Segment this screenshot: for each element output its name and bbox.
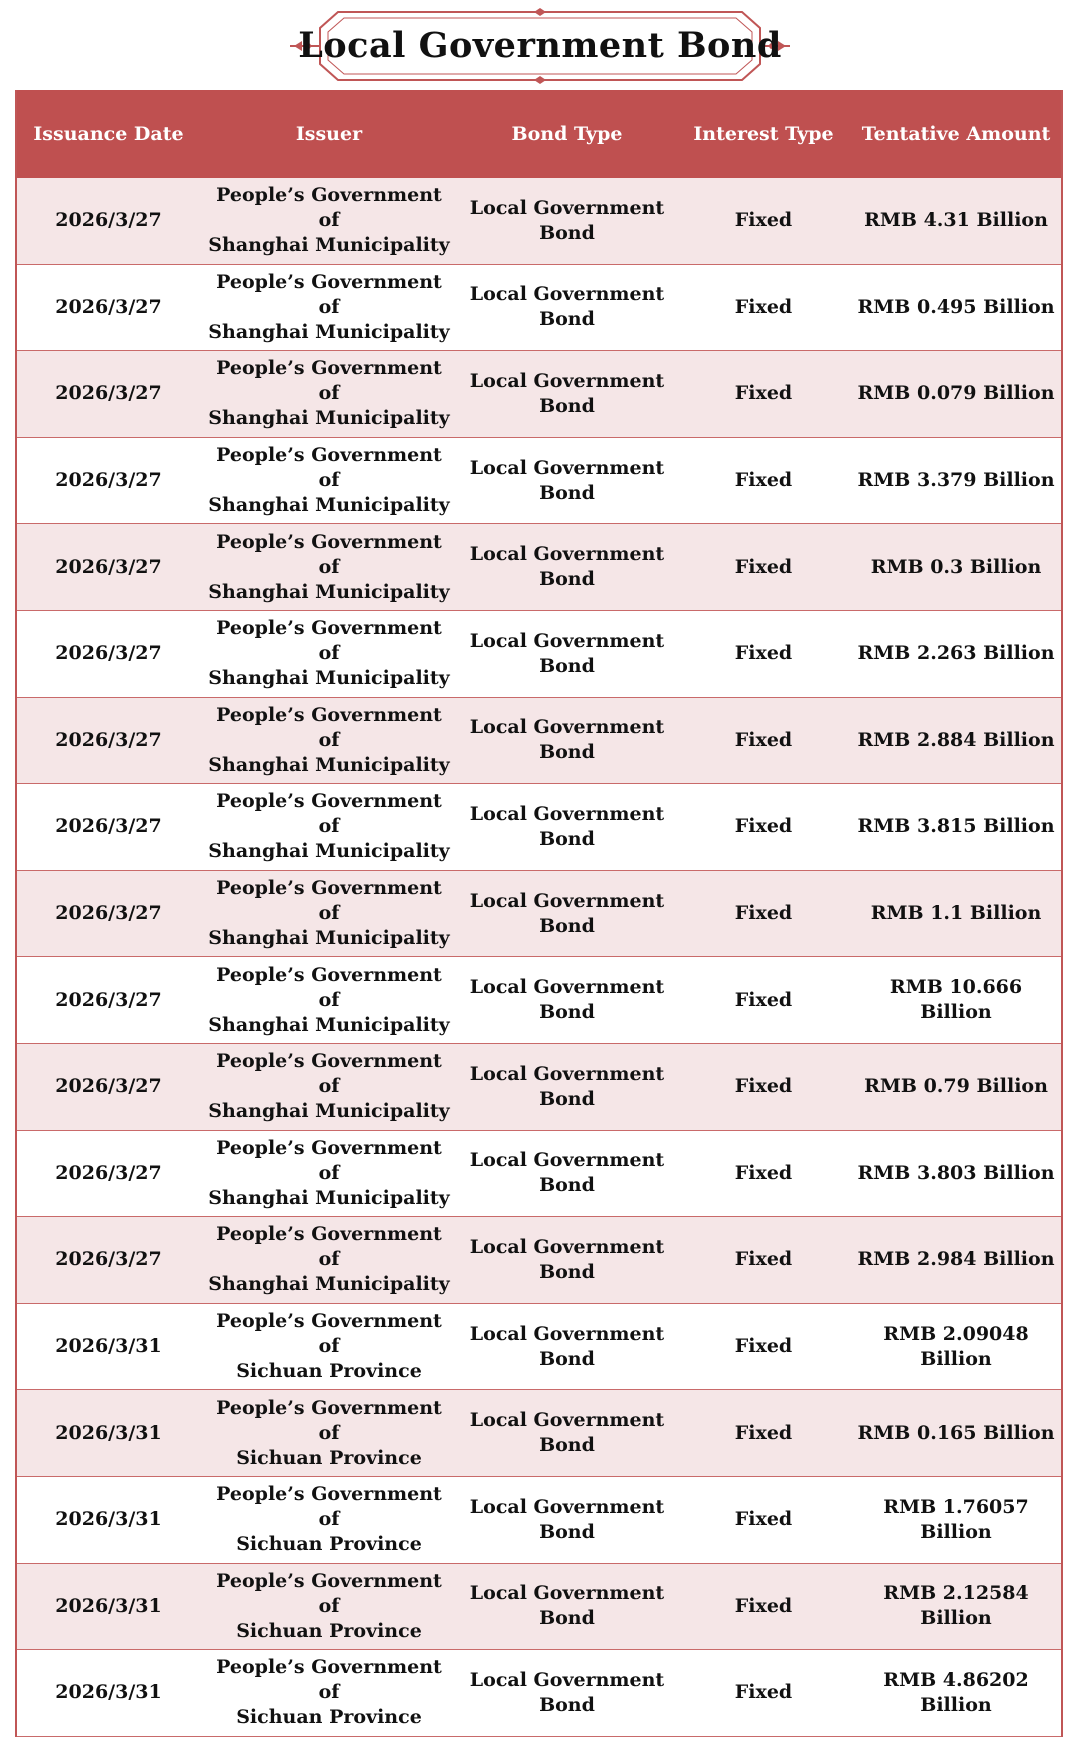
cell-issuer — [200, 270, 458, 345]
bond-type-line-1: Local Government — [469, 1235, 665, 1258]
issuer-line-1: People’s Government of — [216, 1656, 442, 1704]
cell-interest-type: Fixed — [734, 1248, 793, 1271]
cell-issuer — [200, 530, 458, 605]
cell-tentative-amount: RMB 2.09048 Billion — [883, 1322, 1029, 1370]
cell-issuance-date: 2026/3/27 — [55, 728, 162, 751]
header-issuance-date: Issuance Date — [33, 122, 184, 145]
cell-issuance-date: 2026/3/31 — [55, 1335, 162, 1358]
cell-issuance-date: 2026/3/27 — [55, 988, 162, 1011]
issuer-line-2: Sichuan Province — [236, 1360, 422, 1383]
cell-tentative-amount: RMB 0.165 Billion — [857, 1421, 1055, 1444]
issuer-line-2: Shanghai Municipality — [208, 320, 450, 343]
bond-type-line-1: Local Government — [469, 1322, 665, 1345]
bond-type-line-1: Local Government — [469, 369, 665, 392]
bond-type-line-1: Local Government — [469, 456, 665, 479]
bond-type-line-2: Bond — [539, 1001, 595, 1024]
table-row — [17, 957, 1061, 1044]
page-title: Local Government Bond — [298, 25, 782, 66]
cell-interest-type: Fixed — [734, 1594, 793, 1617]
table-row — [17, 1304, 1061, 1391]
issuer-line-1: People’s Government of — [216, 703, 442, 751]
cell-interest-type: Fixed — [734, 988, 793, 1011]
cell-issuer — [200, 1482, 458, 1557]
cell-issuance-date: 2026/3/31 — [55, 1681, 162, 1704]
cell-issuance-date: 2026/3/27 — [55, 382, 162, 405]
issuer-line-2: Shanghai Municipality — [208, 580, 450, 603]
issuer-line-2: Sichuan Province — [236, 1619, 422, 1642]
cell-interest-type: Fixed — [734, 555, 793, 578]
cell-issuer — [200, 1396, 458, 1471]
table-row — [17, 1650, 1061, 1737]
cell-issuer — [200, 443, 458, 518]
cell-bond-type — [458, 629, 676, 679]
cell-issuance-date: 2026/3/27 — [55, 555, 162, 578]
cell-issuer — [200, 963, 458, 1038]
cell-tentative-amount: RMB 1.1 Billion — [870, 902, 1042, 925]
cell-bond-type — [458, 1668, 676, 1718]
cell-issuer — [200, 1222, 458, 1297]
cell-issuance-date: 2026/3/27 — [55, 1161, 162, 1184]
cell-bond-type — [458, 1408, 676, 1458]
issuer-line-2: Sichuan Province — [236, 1533, 422, 1556]
cell-issuance-date: 2026/3/27 — [55, 815, 162, 838]
bond-type-line-2: Bond — [539, 221, 595, 244]
cell-bond-type — [458, 456, 676, 506]
table-row — [17, 524, 1061, 611]
bond-type-line-2: Bond — [539, 308, 595, 331]
cell-tentative-amount: RMB 0.495 Billion — [857, 295, 1055, 318]
header-bond-type: Bond Type — [511, 122, 623, 145]
bond-type-line-2: Bond — [539, 1260, 595, 1283]
table-row — [17, 1131, 1061, 1218]
cell-interest-type: Fixed — [734, 815, 793, 838]
issuer-line-2: Sichuan Province — [236, 1706, 422, 1729]
cell-interest-type: Fixed — [734, 209, 793, 232]
cell-interest-type: Fixed — [734, 728, 793, 751]
issuer-line-2: Shanghai Municipality — [208, 494, 450, 517]
header-tentative-amount: Tentative Amount — [861, 122, 1051, 145]
header-issuer: Issuer — [295, 122, 363, 145]
cell-issuance-date: 2026/3/27 — [55, 469, 162, 492]
cell-tentative-amount: RMB 2.984 Billion — [857, 1248, 1055, 1271]
issuer-line-1: People’s Government of — [216, 877, 442, 925]
bond-type-line-2: Bond — [539, 1607, 595, 1630]
table-row — [17, 438, 1061, 525]
issuer-line-2: Shanghai Municipality — [208, 667, 450, 690]
issuer-line-1: People’s Government of — [216, 1396, 442, 1444]
issuer-line-1: People’s Government of — [216, 1569, 442, 1617]
cell-issuer — [200, 789, 458, 864]
cell-bond-type — [458, 1581, 676, 1631]
cell-issuer — [200, 1309, 458, 1384]
issuer-line-1: People’s Government of — [216, 530, 442, 578]
cell-tentative-amount: RMB 4.86202 Billion — [883, 1668, 1029, 1716]
cell-tentative-amount: RMB 2.884 Billion — [857, 728, 1055, 751]
issuer-line-2: Shanghai Municipality — [208, 1186, 450, 1209]
bond-type-line-1: Local Government — [469, 1668, 665, 1691]
table-row — [17, 1044, 1061, 1131]
cell-issuer — [200, 1569, 458, 1644]
table-row — [17, 351, 1061, 438]
issuer-line-1: People’s Government of — [216, 270, 442, 318]
issuer-line-1: People’s Government of — [216, 1050, 442, 1098]
cell-tentative-amount: RMB 2.263 Billion — [857, 642, 1055, 665]
title-banner — [0, 0, 1080, 88]
issuer-line-2: Shanghai Municipality — [208, 234, 450, 257]
bond-type-line-2: Bond — [539, 1087, 595, 1110]
bond-type-line-2: Bond — [539, 394, 595, 417]
table-row — [17, 1477, 1061, 1564]
cell-issuer — [200, 1049, 458, 1124]
bond-type-line-2: Bond — [539, 827, 595, 850]
cell-bond-type — [458, 802, 676, 852]
cell-interest-type: Fixed — [734, 1681, 793, 1704]
issuer-line-2: Sichuan Province — [236, 1446, 422, 1469]
bond-type-line-2: Bond — [539, 741, 595, 764]
cell-issuer — [200, 703, 458, 778]
header-interest-type: Interest Type — [693, 122, 834, 145]
bond-type-line-2: Bond — [539, 1347, 595, 1370]
table-row — [17, 178, 1061, 265]
cell-tentative-amount: RMB 3.815 Billion — [857, 815, 1055, 838]
cell-tentative-amount: RMB 2.12584 Billion — [883, 1582, 1029, 1630]
bond-type-line-1: Local Government — [469, 1582, 665, 1605]
bond-type-line-1: Local Government — [469, 196, 665, 219]
cell-issuance-date: 2026/3/27 — [55, 642, 162, 665]
table-row — [17, 871, 1061, 958]
cell-interest-type: Fixed — [734, 382, 793, 405]
cell-interest-type: Fixed — [734, 1421, 793, 1444]
cell-issuance-date: 2026/3/31 — [55, 1508, 162, 1531]
issuer-line-1: People’s Government of — [216, 1310, 442, 1358]
bond-type-line-1: Local Government — [469, 889, 665, 912]
bond-type-line-1: Local Government — [469, 716, 665, 739]
cell-tentative-amount: RMB 0.79 Billion — [864, 1075, 1048, 1098]
cell-bond-type — [458, 282, 676, 332]
cell-issuance-date: 2026/3/27 — [55, 295, 162, 318]
bond-type-line-2: Bond — [539, 914, 595, 937]
cell-issuance-date: 2026/3/31 — [55, 1421, 162, 1444]
cell-bond-type — [458, 1062, 676, 1112]
cell-tentative-amount: RMB 0.079 Billion — [857, 382, 1055, 405]
cell-interest-type: Fixed — [734, 1161, 793, 1184]
cell-issuer — [200, 1136, 458, 1211]
cell-bond-type — [458, 1148, 676, 1198]
bond-type-line-1: Local Government — [469, 1495, 665, 1518]
issuer-line-1: People’s Government of — [216, 963, 442, 1011]
cell-bond-type — [458, 715, 676, 765]
bond-type-line-2: Bond — [539, 1174, 595, 1197]
cell-tentative-amount: RMB 3.379 Billion — [857, 469, 1055, 492]
cell-tentative-amount: RMB 4.31 Billion — [864, 209, 1048, 232]
bond-type-line-1: Local Government — [469, 1149, 665, 1172]
bond-type-line-1: Local Government — [469, 802, 665, 825]
cell-issuer — [200, 616, 458, 691]
issuer-line-1: People’s Government of — [216, 444, 442, 492]
table-row — [17, 1564, 1061, 1651]
cell-tentative-amount: RMB 1.76057 Billion — [883, 1495, 1029, 1543]
table-row — [17, 265, 1061, 352]
cell-issuance-date: 2026/3/27 — [55, 1075, 162, 1098]
issuer-line-1: People’s Government of — [216, 184, 442, 232]
cell-issuer — [200, 1655, 458, 1730]
cell-issuance-date: 2026/3/27 — [55, 902, 162, 925]
issuer-line-1: People’s Government of — [216, 1136, 442, 1184]
cell-tentative-amount: RMB 0.3 Billion — [870, 555, 1042, 578]
issuer-line-2: Shanghai Municipality — [208, 1100, 450, 1123]
cell-interest-type: Fixed — [734, 1075, 793, 1098]
bond-type-line-1: Local Government — [469, 1409, 665, 1432]
bond-type-line-1: Local Government — [469, 629, 665, 652]
issuer-line-2: Shanghai Municipality — [208, 1013, 450, 1036]
cell-interest-type: Fixed — [734, 902, 793, 925]
cell-bond-type — [458, 1322, 676, 1372]
cell-bond-type — [458, 369, 676, 419]
issuer-line-2: Shanghai Municipality — [208, 1273, 450, 1296]
table-header-row — [17, 90, 1061, 178]
bond-type-line-2: Bond — [539, 1693, 595, 1716]
issuer-line-1: People’s Government of — [216, 617, 442, 665]
bond-type-line-1: Local Government — [469, 976, 665, 999]
table-row — [17, 611, 1061, 698]
cell-issuer — [200, 876, 458, 951]
bond-type-line-2: Bond — [539, 481, 595, 504]
cell-tentative-amount: RMB 3.803 Billion — [857, 1161, 1055, 1184]
bond-type-line-1: Local Government — [469, 1062, 665, 1085]
bond-type-line-1: Local Government — [469, 543, 665, 566]
cell-issuer — [200, 183, 458, 258]
issuer-line-1: People’s Government of — [216, 1483, 442, 1531]
table-row — [17, 1390, 1061, 1477]
issuer-line-2: Shanghai Municipality — [208, 407, 450, 430]
cell-bond-type — [458, 1235, 676, 1285]
cell-bond-type — [458, 1495, 676, 1545]
cell-issuance-date: 2026/3/27 — [55, 1248, 162, 1271]
cell-interest-type: Fixed — [734, 469, 793, 492]
issuer-line-1: People’s Government of — [216, 357, 442, 405]
cell-interest-type: Fixed — [734, 642, 793, 665]
issuer-line-1: People’s Government of — [216, 1223, 442, 1271]
issuer-line-2: Shanghai Municipality — [208, 927, 450, 950]
table-row — [17, 1217, 1061, 1304]
cell-issuance-date: 2026/3/27 — [55, 209, 162, 232]
cell-issuer — [200, 356, 458, 431]
table-row — [17, 698, 1061, 785]
cell-issuance-date: 2026/3/31 — [55, 1594, 162, 1617]
cell-bond-type — [458, 975, 676, 1025]
bond-type-line-2: Bond — [539, 1434, 595, 1457]
cell-interest-type: Fixed — [734, 1335, 793, 1358]
table-row — [17, 784, 1061, 871]
cell-bond-type — [458, 889, 676, 939]
cell-bond-type — [458, 196, 676, 246]
cell-bond-type — [458, 542, 676, 592]
issuer-line-2: Shanghai Municipality — [208, 840, 450, 863]
cell-tentative-amount: RMB 10.666 Billion — [889, 976, 1023, 1024]
issuer-line-1: People’s Government of — [216, 790, 442, 838]
cell-interest-type: Fixed — [734, 295, 793, 318]
bond-type-line-2: Bond — [539, 654, 595, 677]
cell-interest-type: Fixed — [734, 1508, 793, 1531]
issuer-line-2: Shanghai Municipality — [208, 753, 450, 776]
bond-type-line-2: Bond — [539, 1520, 595, 1543]
bond-table — [15, 90, 1063, 1737]
bond-type-line-1: Local Government — [469, 283, 665, 306]
bond-type-line-2: Bond — [539, 568, 595, 591]
